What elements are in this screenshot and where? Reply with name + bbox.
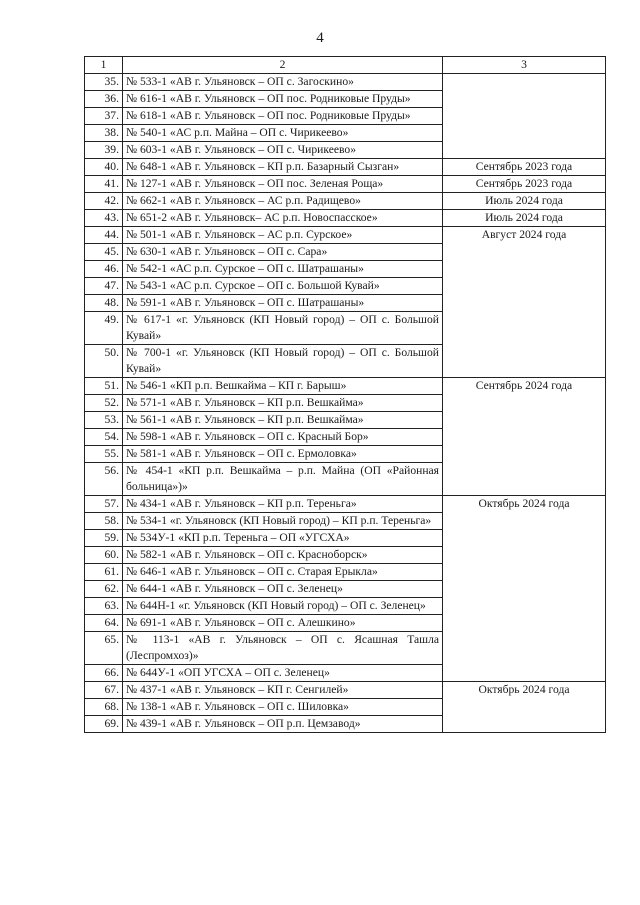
row-number: 64. xyxy=(85,615,123,632)
route-name: № 630-1 «АВ г. Ульяновск – ОП с. Сара» xyxy=(123,244,443,261)
route-name: № 454-1 «КП р.п. Вешкайма – р.п. Майна (ОП «Районная больница»)» xyxy=(123,463,443,496)
route-name: № 540-1 «АС р.п. Майна – ОП с. Чирикеево» xyxy=(123,125,443,142)
row-number: 58. xyxy=(85,513,123,530)
row-number: 62. xyxy=(85,581,123,598)
route-name: № 542-1 «АС р.п. Сурское – ОП с. Шатрашаны» xyxy=(123,261,443,278)
row-number: 38. xyxy=(85,125,123,142)
row-number: 43. xyxy=(85,210,123,227)
row-number: 45. xyxy=(85,244,123,261)
route-name: № 616-1 «АВ г. Ульяновск – ОП пос. Родниковые Пруды» xyxy=(123,91,443,108)
row-number: 49. xyxy=(85,312,123,345)
route-name: № 644-1 «АВ г. Ульяновск – ОП с. Зеленец» xyxy=(123,581,443,598)
route-name: № 113-1 «АВ г. Ульяновск – ОП с. Ясашная Ташла (Леспромхоз)» xyxy=(123,632,443,665)
implementation-date: Июль 2024 года xyxy=(443,210,606,227)
table-row xyxy=(85,227,606,244)
row-number: 56. xyxy=(85,463,123,496)
route-name: № 534У-1 «КП р.п. Тереньга – ОП «УГСХА» xyxy=(123,530,443,547)
table-row xyxy=(85,682,606,699)
implementation-date xyxy=(443,74,606,159)
row-number: 57. xyxy=(85,496,123,513)
route-name: № 603-1 «АВ г. Ульяновск – ОП с. Чирикеево» xyxy=(123,142,443,159)
row-number: 60. xyxy=(85,547,123,564)
route-name: № 691-1 «АВ г. Ульяновск – ОП с. Алешкино» xyxy=(123,615,443,632)
route-name: № 127-1 «АВ г. Ульяновск – ОП пос. Зеленая Роща» xyxy=(123,176,443,193)
row-number: 53. xyxy=(85,412,123,429)
row-number: 42. xyxy=(85,193,123,210)
implementation-date: Сентябрь 2023 года xyxy=(443,176,606,193)
implementation-date: Сентябрь 2024 года xyxy=(443,378,606,496)
route-name: № 646-1 «АВ г. Ульяновск – ОП с. Старая Ерыкла» xyxy=(123,564,443,581)
route-name: № 662-1 «АВ г. Ульяновск – АС р.п. Радищево» xyxy=(123,193,443,210)
column-header-number: 1 xyxy=(85,57,123,74)
implementation-date: Август 2024 года xyxy=(443,227,606,378)
table-row xyxy=(85,176,606,193)
route-name: № 534-1 «г. Ульяновск (КП Новый город) – КП р.п. Тереньга» xyxy=(123,513,443,530)
row-number: 46. xyxy=(85,261,123,278)
implementation-date: Октябрь 2024 года xyxy=(443,682,606,733)
table-row xyxy=(85,378,606,395)
route-name: № 618-1 «АВ г. Ульяновск – ОП пос. Родниковые Пруды» xyxy=(123,108,443,125)
route-name: № 617-1 «г. Ульяновск (КП Новый город) – ОП с. Большой Кувай» xyxy=(123,312,443,345)
table-body xyxy=(85,74,606,733)
route-name: № 434-1 «АВ г. Ульяновск – КП р.п. Тереньга» xyxy=(123,496,443,513)
row-number: 39. xyxy=(85,142,123,159)
table-row xyxy=(85,74,606,91)
table-row xyxy=(85,210,606,227)
route-name: № 546-1 «КП р.п. Вешкайма – КП г. Барыш» xyxy=(123,378,443,395)
table-row xyxy=(85,193,606,210)
route-name: № 598-1 «АВ г. Ульяновск – ОП с. Красный Бор» xyxy=(123,429,443,446)
row-number: 66. xyxy=(85,665,123,682)
route-name: № 543-1 «АС р.п. Сурское – ОП с. Большой Кувай» xyxy=(123,278,443,295)
route-name: № 644Н-1 «г. Ульяновск (КП Новый город) – ОП с. Зеленец» xyxy=(123,598,443,615)
route-name: № 571-1 «АВ г. Ульяновск – КП р.п. Вешкайма» xyxy=(123,395,443,412)
page-number: 4 xyxy=(316,30,324,46)
route-name: № 501-1 «АВ г. Ульяновск – АС р.п. Сурское» xyxy=(123,227,443,244)
route-name: № 591-1 «АВ г. Ульяновск – ОП с. Шатрашаны» xyxy=(123,295,443,312)
column-header-route: 2 xyxy=(123,57,443,74)
row-number: 40. xyxy=(85,159,123,176)
row-number: 63. xyxy=(85,598,123,615)
route-name: № 700-1 «г. Ульяновск (КП Новый город) – ОП с. Большой Кувай» xyxy=(123,345,443,378)
route-name: № 439-1 «АВ г. Ульяновск – ОП р.п. Цемзавод» xyxy=(123,716,443,733)
route-name: № 648-1 «АВ г. Ульяновск – КП р.п. Базарный Сызган» xyxy=(123,159,443,176)
table-header-row xyxy=(85,57,606,74)
route-name: № 533-1 «АВ г. Ульяновск – ОП с. Загоскино» xyxy=(123,74,443,91)
route-name: № 644У-1 «ОП УГСХА – ОП с. Зеленец» xyxy=(123,665,443,682)
implementation-date: Сентябрь 2023 года xyxy=(443,159,606,176)
row-number: 44. xyxy=(85,227,123,244)
route-name: № 437-1 «АВ г. Ульяновск – КП г. Сенгилей» xyxy=(123,682,443,699)
route-name: № 581-1 «АВ г. Ульяновск – ОП с. Ермоловка» xyxy=(123,446,443,463)
row-number: 37. xyxy=(85,108,123,125)
row-number: 36. xyxy=(85,91,123,108)
implementation-date: Октябрь 2024 года xyxy=(443,496,606,682)
row-number: 65. xyxy=(85,632,123,665)
route-name: № 138-1 «АВ г. Ульяновск – ОП с. Шиловка» xyxy=(123,699,443,716)
routes-table xyxy=(84,56,606,733)
row-number: 35. xyxy=(85,74,123,91)
row-number: 48. xyxy=(85,295,123,312)
implementation-date: Июль 2024 года xyxy=(443,193,606,210)
route-name: № 582-1 «АВ г. Ульяновск – ОП с. Красноборск» xyxy=(123,547,443,564)
row-number: 55. xyxy=(85,446,123,463)
row-number: 52. xyxy=(85,395,123,412)
route-name: № 561-1 «АВ г. Ульяновск – КП р.п. Вешкайма» xyxy=(123,412,443,429)
route-name: № 651-2 «АВ г. Ульяновск– АС р.п. Новоспасское» xyxy=(123,210,443,227)
row-number: 54. xyxy=(85,429,123,446)
row-number: 50. xyxy=(85,345,123,378)
row-number: 69. xyxy=(85,716,123,733)
row-number: 41. xyxy=(85,176,123,193)
table-row xyxy=(85,496,606,513)
row-number: 61. xyxy=(85,564,123,581)
row-number: 59. xyxy=(85,530,123,547)
row-number: 67. xyxy=(85,682,123,699)
table-row xyxy=(85,159,606,176)
row-number: 51. xyxy=(85,378,123,395)
row-number: 68. xyxy=(85,699,123,716)
column-header-date: 3 xyxy=(443,57,606,74)
row-number: 47. xyxy=(85,278,123,295)
